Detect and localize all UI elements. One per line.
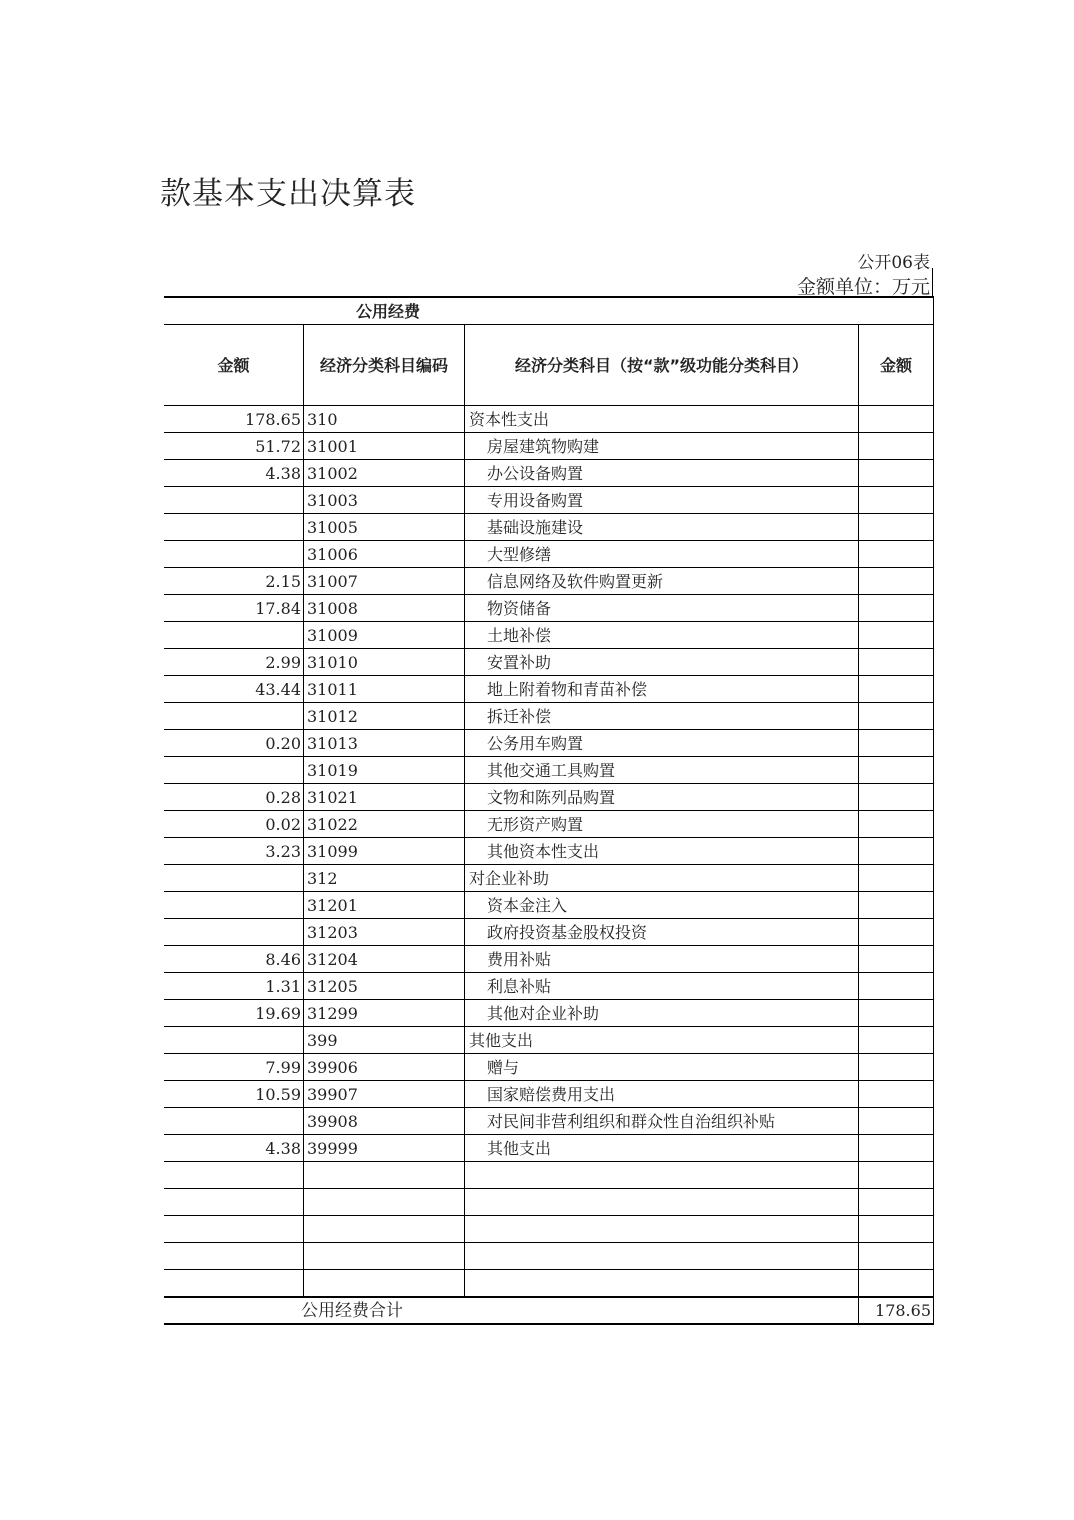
row-name: 资本金注入 bbox=[465, 892, 859, 919]
row-amount bbox=[164, 622, 304, 649]
row-amount bbox=[164, 514, 304, 541]
row-amount-2 bbox=[859, 676, 934, 703]
header-amount: 金额 bbox=[164, 325, 304, 406]
row-code: 31013 bbox=[304, 730, 465, 757]
row-code: 31007 bbox=[304, 568, 465, 595]
row-code: 31005 bbox=[304, 514, 465, 541]
row-name: 政府投资基金股权投资 bbox=[465, 919, 859, 946]
header-amount-2: 金额 bbox=[859, 325, 934, 406]
row-amount-2 bbox=[859, 1108, 934, 1135]
expenditure-table bbox=[164, 296, 934, 1325]
row-code: 31205 bbox=[304, 973, 465, 1000]
table-row bbox=[164, 1108, 934, 1135]
row-amount-2 bbox=[859, 1081, 934, 1108]
row-code: 310 bbox=[304, 406, 465, 433]
row-amount-2 bbox=[859, 865, 934, 892]
row-amount: 178.65 bbox=[164, 406, 304, 433]
row-amount-2 bbox=[859, 622, 934, 649]
row-amount-2 bbox=[859, 1027, 934, 1054]
row-amount-2 bbox=[859, 514, 934, 541]
row-code: 31099 bbox=[304, 838, 465, 865]
row-code: 31009 bbox=[304, 622, 465, 649]
row-amount bbox=[164, 865, 304, 892]
row-code: 31019 bbox=[304, 757, 465, 784]
row-name: 其他资本性支出 bbox=[465, 838, 859, 865]
row-amount: 3.23 bbox=[164, 838, 304, 865]
row-amount-2 bbox=[859, 757, 934, 784]
row-name bbox=[465, 1216, 859, 1243]
row-amount bbox=[164, 541, 304, 568]
row-amount: 1.31 bbox=[164, 973, 304, 1000]
row-code: 31203 bbox=[304, 919, 465, 946]
row-name: 其他支出 bbox=[465, 1135, 859, 1162]
row-amount-2 bbox=[859, 406, 934, 433]
row-amount-2 bbox=[859, 919, 934, 946]
row-amount: 2.99 bbox=[164, 649, 304, 676]
row-amount bbox=[164, 1027, 304, 1054]
table-row bbox=[164, 1189, 934, 1216]
table-row bbox=[164, 946, 934, 973]
row-amount-2 bbox=[859, 1189, 934, 1216]
row-amount bbox=[164, 919, 304, 946]
group-header-public-funds: 公用经费 bbox=[356, 302, 421, 321]
table-row bbox=[164, 838, 934, 865]
row-amount-2 bbox=[859, 1000, 934, 1027]
row-code: 39999 bbox=[304, 1135, 465, 1162]
row-name: 土地补偿 bbox=[465, 622, 859, 649]
row-code: 31021 bbox=[304, 784, 465, 811]
row-amount: 0.28 bbox=[164, 784, 304, 811]
row-code: 31299 bbox=[304, 1000, 465, 1027]
table-row bbox=[164, 1270, 934, 1297]
row-code bbox=[304, 1162, 465, 1189]
table-row bbox=[164, 730, 934, 757]
row-code bbox=[304, 1243, 465, 1270]
row-amount-2 bbox=[859, 487, 934, 514]
row-amount bbox=[164, 487, 304, 514]
table-row bbox=[164, 433, 934, 460]
table-row bbox=[164, 1243, 934, 1270]
table-row bbox=[164, 1054, 934, 1081]
table-row bbox=[164, 973, 934, 1000]
row-amount-2 bbox=[859, 433, 934, 460]
row-amount: 8.46 bbox=[164, 946, 304, 973]
row-code bbox=[304, 1216, 465, 1243]
table-row bbox=[164, 514, 934, 541]
row-amount bbox=[164, 1189, 304, 1216]
page-title: 款基本支出决算表 bbox=[160, 176, 416, 212]
row-name bbox=[465, 1270, 859, 1297]
table-row bbox=[164, 865, 934, 892]
table-row bbox=[164, 595, 934, 622]
table-body bbox=[164, 406, 934, 1297]
row-code: 31008 bbox=[304, 595, 465, 622]
row-name: 房屋建筑物购建 bbox=[465, 433, 859, 460]
row-name: 地上附着物和青苗补偿 bbox=[465, 676, 859, 703]
row-amount-2 bbox=[859, 1162, 934, 1189]
row-amount bbox=[164, 1216, 304, 1243]
group-header-row bbox=[164, 296, 934, 325]
table-row bbox=[164, 811, 934, 838]
table-row bbox=[164, 1081, 934, 1108]
row-code bbox=[304, 1270, 465, 1297]
header-code: 经济分类科目编码 bbox=[304, 325, 465, 406]
table-row bbox=[164, 676, 934, 703]
row-amount-2 bbox=[859, 1054, 934, 1081]
row-amount-2 bbox=[859, 541, 934, 568]
row-amount bbox=[164, 892, 304, 919]
table-row bbox=[164, 757, 934, 784]
row-code: 31003 bbox=[304, 487, 465, 514]
row-amount-2 bbox=[859, 892, 934, 919]
row-name: 对企业补助 bbox=[465, 865, 859, 892]
table-row bbox=[164, 622, 934, 649]
row-name: 基础设施建设 bbox=[465, 514, 859, 541]
row-code: 31201 bbox=[304, 892, 465, 919]
row-name: 其他对企业补助 bbox=[465, 1000, 859, 1027]
row-amount: 4.38 bbox=[164, 460, 304, 487]
row-name: 公务用车购置 bbox=[465, 730, 859, 757]
row-code: 31012 bbox=[304, 703, 465, 730]
row-amount-2 bbox=[859, 811, 934, 838]
table-row bbox=[164, 460, 934, 487]
table-row bbox=[164, 1000, 934, 1027]
table-row bbox=[164, 568, 934, 595]
row-amount-2 bbox=[859, 1270, 934, 1297]
column-header-row bbox=[164, 325, 934, 406]
row-amount bbox=[164, 1243, 304, 1270]
row-amount bbox=[164, 1108, 304, 1135]
table-number: 公开06表 bbox=[857, 253, 930, 273]
row-amount-2 bbox=[859, 1243, 934, 1270]
row-code: 399 bbox=[304, 1027, 465, 1054]
row-name: 专用设备购置 bbox=[465, 487, 859, 514]
row-name: 其他交通工具购置 bbox=[465, 757, 859, 784]
row-name: 安置补助 bbox=[465, 649, 859, 676]
row-amount bbox=[164, 757, 304, 784]
row-name: 信息网络及软件购置更新 bbox=[465, 568, 859, 595]
row-name: 无形资产购置 bbox=[465, 811, 859, 838]
row-amount: 51.72 bbox=[164, 433, 304, 460]
row-name: 文物和陈列品购置 bbox=[465, 784, 859, 811]
table-row bbox=[164, 406, 934, 433]
row-amount-2 bbox=[859, 460, 934, 487]
table-row bbox=[164, 649, 934, 676]
row-name bbox=[465, 1243, 859, 1270]
row-amount-2 bbox=[859, 973, 934, 1000]
row-name: 拆迁补偿 bbox=[465, 703, 859, 730]
table-row bbox=[164, 1027, 934, 1054]
row-code: 31001 bbox=[304, 433, 465, 460]
table-row bbox=[164, 784, 934, 811]
row-code: 31022 bbox=[304, 811, 465, 838]
row-amount: 2.15 bbox=[164, 568, 304, 595]
row-name bbox=[465, 1162, 859, 1189]
row-amount bbox=[164, 703, 304, 730]
row-amount bbox=[164, 1270, 304, 1297]
header-name: 经济分类科目（按“款”级功能分类科目） bbox=[465, 325, 859, 406]
row-name: 物资储备 bbox=[465, 595, 859, 622]
table-row bbox=[164, 919, 934, 946]
row-name: 赠与 bbox=[465, 1054, 859, 1081]
row-amount: 0.20 bbox=[164, 730, 304, 757]
row-amount: 0.02 bbox=[164, 811, 304, 838]
row-amount-2 bbox=[859, 730, 934, 757]
row-code: 31006 bbox=[304, 541, 465, 568]
row-name: 资本性支出 bbox=[465, 406, 859, 433]
unit-divider bbox=[932, 268, 933, 296]
row-code: 31010 bbox=[304, 649, 465, 676]
unit-label: 金额单位：万元 bbox=[796, 276, 930, 298]
total-row bbox=[164, 1297, 934, 1325]
row-amount: 19.69 bbox=[164, 1000, 304, 1027]
row-code: 39908 bbox=[304, 1108, 465, 1135]
total-value: 178.65 bbox=[859, 1297, 934, 1325]
row-code bbox=[304, 1189, 465, 1216]
row-code: 31002 bbox=[304, 460, 465, 487]
row-code: 31011 bbox=[304, 676, 465, 703]
row-amount: 43.44 bbox=[164, 676, 304, 703]
row-name: 其他支出 bbox=[465, 1027, 859, 1054]
row-amount-2 bbox=[859, 568, 934, 595]
row-amount-2 bbox=[859, 1135, 934, 1162]
row-code: 312 bbox=[304, 865, 465, 892]
row-amount-2 bbox=[859, 595, 934, 622]
row-amount-2 bbox=[859, 838, 934, 865]
row-name: 国家赔偿费用支出 bbox=[465, 1081, 859, 1108]
row-name: 利息补贴 bbox=[465, 973, 859, 1000]
row-amount: 7.99 bbox=[164, 1054, 304, 1081]
table-row bbox=[164, 1216, 934, 1243]
row-code: 31204 bbox=[304, 946, 465, 973]
row-name: 办公设备购置 bbox=[465, 460, 859, 487]
row-amount-2 bbox=[859, 784, 934, 811]
table-row bbox=[164, 703, 934, 730]
row-amount-2 bbox=[859, 946, 934, 973]
table-row bbox=[164, 1162, 934, 1189]
row-amount-2 bbox=[859, 703, 934, 730]
row-name: 大型修缮 bbox=[465, 541, 859, 568]
row-name: 费用补贴 bbox=[465, 946, 859, 973]
table-row bbox=[164, 487, 934, 514]
row-amount: 17.84 bbox=[164, 595, 304, 622]
table-row bbox=[164, 1135, 934, 1162]
row-amount bbox=[164, 1162, 304, 1189]
row-amount: 10.59 bbox=[164, 1081, 304, 1108]
row-amount: 4.38 bbox=[164, 1135, 304, 1162]
row-code: 39906 bbox=[304, 1054, 465, 1081]
row-name bbox=[465, 1189, 859, 1216]
row-name: 对民间非营利组织和群众性自治组织补贴 bbox=[465, 1108, 859, 1135]
table-row bbox=[164, 892, 934, 919]
row-amount-2 bbox=[859, 649, 934, 676]
row-code: 39907 bbox=[304, 1081, 465, 1108]
total-label: 公用经费合计 bbox=[164, 1297, 859, 1325]
row-amount-2 bbox=[859, 1216, 934, 1243]
table-row bbox=[164, 541, 934, 568]
